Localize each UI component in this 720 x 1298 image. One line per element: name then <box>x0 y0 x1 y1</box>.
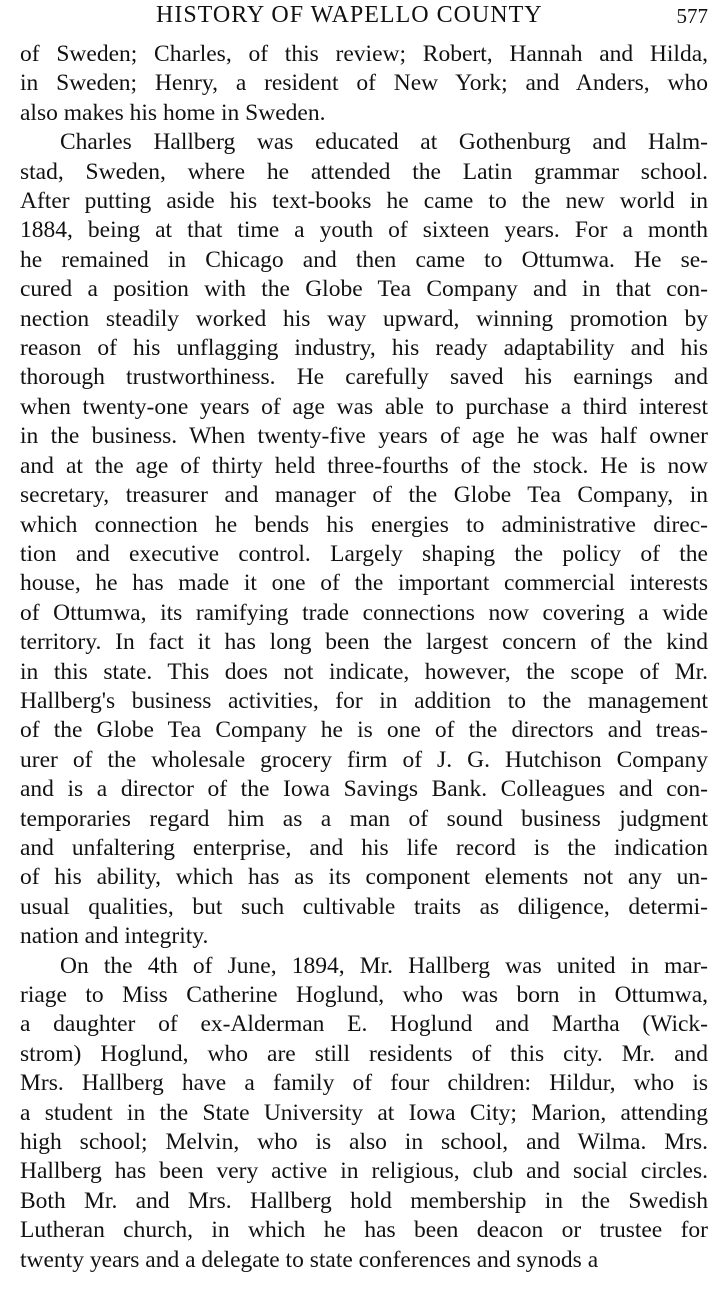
text-line: of his ability, which has as its component elements not any un- <box>20 864 708 891</box>
text-line: tion and executive control. Largely shaping the policy of the <box>20 540 708 567</box>
text-line: After putting aside his text-books he came to the new world in <box>20 188 708 215</box>
text-line: usual qualities, but such cultivable traits as diligence, determi- <box>20 893 708 920</box>
text-line: Charles Hallberg was educated at Gothenburg and Halm- <box>60 129 708 156</box>
body-text <box>20 40 708 1275</box>
text-line: Hallberg has been very active in religious, club and social circles. <box>20 1158 708 1185</box>
text-line: temporaries regard him as a man of sound business judgment <box>20 805 708 832</box>
text-line: when twenty-one years of age was able to purchase a third interest <box>20 393 708 420</box>
text-line: stad, Sweden, where he attended the Latin grammar school. <box>20 158 708 185</box>
text-line: cured a position with the Globe Tea Company and in that con- <box>20 276 708 303</box>
text-line: and is a director of the Iowa Savings Bank. Colleagues and con- <box>20 776 708 803</box>
text-line: he remained in Chicago and then came to Ottumwa. He se- <box>20 246 708 273</box>
text-line: twenty years and a delegate to state conferences and synods a <box>20 1246 599 1273</box>
text-line: On the 4th of June, 1894, Mr. Hallberg was united in mar- <box>60 952 708 979</box>
text-line: a daughter of ex-Alderman E. Hoglund and Martha (Wick- <box>20 1011 708 1038</box>
text-line: Both Mr. and Mrs. Hallberg hold membership in the Swedish <box>20 1187 708 1214</box>
text-line: a student in the State University at Iowa City; Marion, attending <box>20 1099 708 1126</box>
text-line: and at the age of thirty held three-fourths of the stock. He is now <box>20 452 708 479</box>
running-title: HISTORY OF WAPELLO COUNTY <box>156 2 543 28</box>
text-line: of Ottumwa, its ramifying trade connections now covering a wide <box>20 599 708 626</box>
text-line: riage to Miss Catherine Hoglund, who was born in Ottumwa, <box>20 982 708 1008</box>
text-line: which connection he bends his energies to administrative direc- <box>20 511 708 538</box>
text-line: Mrs. Hallberg have a family of four children: Hildur, who is <box>20 1070 708 1097</box>
text-line: in this state. This does not indicate, however, the scope of Mr. <box>20 658 708 685</box>
text-line: reason of his unflagging industry, his ready adaptability and his <box>20 335 708 362</box>
text-line: high school; Melvin, who is also in school, and Wilma. Mrs. <box>20 1129 708 1156</box>
text-line: and unfaltering enterprise, and his life record is the indication <box>20 834 708 861</box>
text-line: strom) Hoglund, who are still residents of this city. Mr. and <box>20 1040 708 1067</box>
paragraph <box>20 40 708 128</box>
text-line: urer of the wholesale grocery firm of J. G. Hutchison Company <box>20 746 708 773</box>
text-line: of Sweden; Charles, of this review; Robert, Hannah and Hilda, <box>20 41 708 67</box>
text-line: 1884, being at that time a youth of sixteen years. For a month <box>20 217 708 244</box>
text-line: in the business. When twenty-five years of age he was half owner <box>20 423 708 450</box>
page-header <box>20 0 708 40</box>
text-line: house, he has made it one of the important commercial interests <box>20 570 708 597</box>
text-line: also makes his home in Sweden. <box>20 99 326 126</box>
text-line: Lutheran church, in which he has been deacon or trustee for <box>20 1217 708 1244</box>
text-line: territory. In fact it has long been the largest concern of the kind <box>20 629 708 656</box>
text-line: thorough trustworthiness. He carefully saved his earnings and <box>20 364 708 391</box>
paragraph <box>20 952 708 1275</box>
paragraph <box>20 128 708 951</box>
page-number: 577 <box>676 4 708 28</box>
text-line: in Sweden; Henry, a resident of New York; and Anders, who <box>20 70 708 97</box>
text-line: Hallberg's business activities, for in addition to the management <box>20 687 708 714</box>
text-line: of the Globe Tea Company he is one of the directors and treas- <box>20 717 708 744</box>
text-line: nection steadily worked his way upward, winning promotion by <box>20 305 708 332</box>
text-line: nation and integrity. <box>20 923 209 950</box>
text-line: secretary, treasurer and manager of the Globe Tea Company, in <box>20 482 708 509</box>
